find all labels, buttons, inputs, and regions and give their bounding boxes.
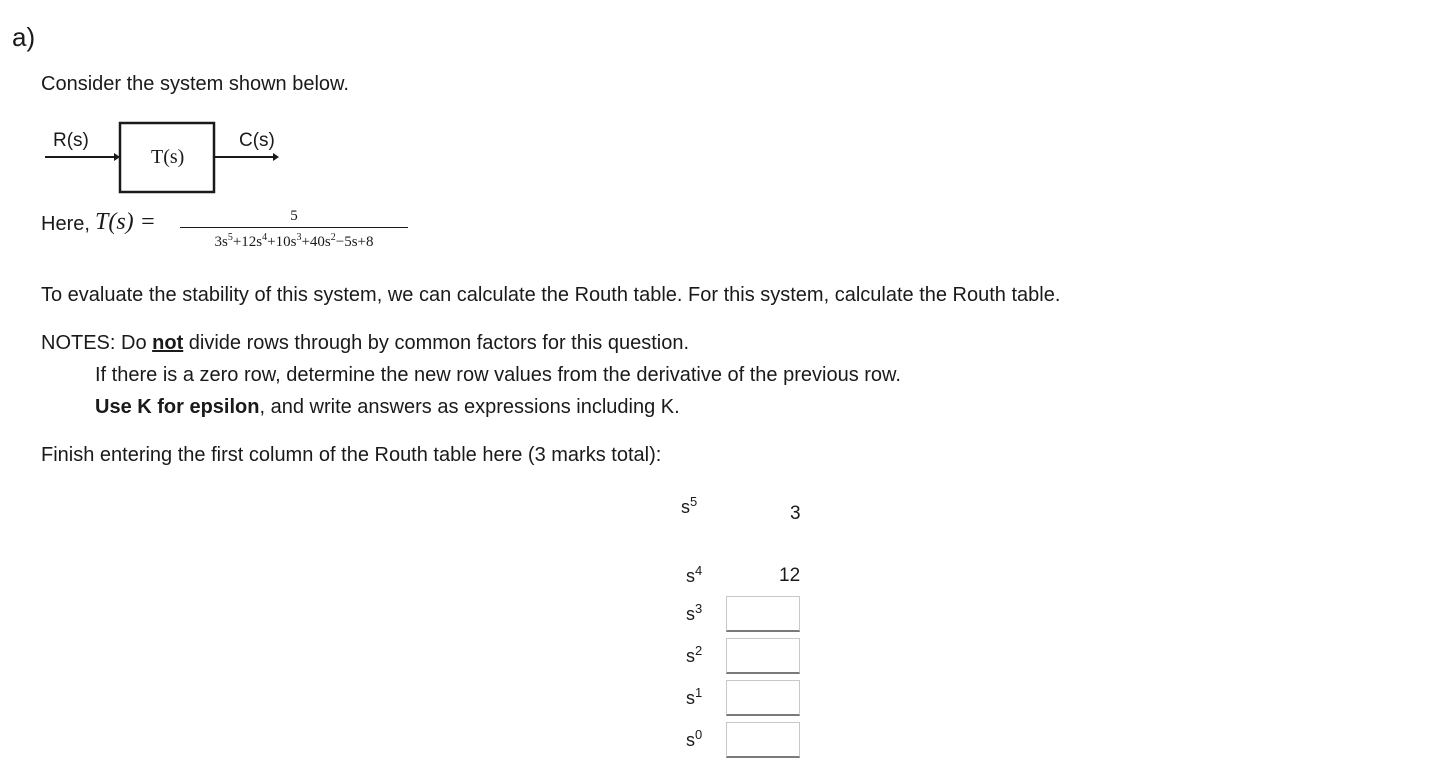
routh-row-label-s1 — [686, 685, 702, 709]
routh-input-s1[interactable] — [726, 680, 800, 716]
notes-prefix: NOTES: Do — [41, 332, 153, 354]
denominator-exponent: 5 — [227, 232, 233, 243]
routh-row-label-s2 — [686, 643, 702, 667]
intro-text: Consider the system shown below. — [41, 73, 349, 95]
routh-var: s — [681, 497, 690, 517]
block-diagram-svg — [40, 118, 290, 198]
routh-row-label-s0 — [686, 727, 702, 751]
denominator-exponent: 3 — [296, 232, 302, 243]
denominator-term: +40s — [301, 234, 331, 250]
routh-value-s4: 12 — [779, 565, 801, 586]
part-label: a) — [12, 22, 36, 52]
equation-lhs-text: T(s) = — [95, 209, 156, 235]
notes-suffix: divide rows through by common factors for this question. — [183, 332, 690, 354]
input-signal-label: R(s) — [53, 130, 89, 151]
routh-power: 0 — [695, 727, 703, 742]
routh-var: s — [686, 646, 695, 666]
notes-epsilon-bold: Use K for epsilon — [95, 396, 260, 418]
notes-epsilon-rest: , and write answers as expressions including K. — [259, 396, 680, 418]
routh-var: s — [686, 604, 695, 624]
finish-prompt: Finish entering the first column of the Routh table here (3 marks total): — [41, 444, 662, 466]
routh-row-label-s4 — [686, 563, 702, 587]
denominator-term: −5s+8 — [335, 234, 374, 250]
routh-row-label-s5 — [681, 494, 697, 518]
routh-input-s3[interactable] — [726, 596, 800, 632]
routh-input-s2[interactable] — [726, 638, 800, 674]
notes-line-1 — [41, 332, 689, 355]
routh-row-label-s3 — [686, 601, 702, 625]
equation-prefix: Here, — [41, 213, 90, 235]
routh-power: 1 — [695, 685, 703, 700]
instruction-text: To evaluate the stability of this system, we can calculate the Routh table. For this system, calculate the Routh table. — [41, 284, 1061, 306]
denominator-exponent: 4 — [262, 232, 268, 243]
routh-power: 3 — [695, 601, 703, 616]
fraction-denominator — [180, 228, 408, 252]
notes-line-3 — [95, 396, 680, 419]
routh-input-s0[interactable] — [726, 722, 800, 758]
routh-value-s5: 3 — [790, 503, 801, 524]
denominator-term: 3s — [214, 234, 228, 250]
routh-var: s — [686, 688, 695, 708]
notes-line-2: If there is a zero row, determine the new row values from the derivative of the previous row. — [95, 364, 901, 386]
routh-power: 5 — [690, 494, 698, 509]
block-label: T(s) — [151, 146, 185, 168]
notes-emphasis: not — [152, 332, 184, 354]
fraction-numerator: 5 — [180, 206, 408, 228]
routh-var: s — [686, 730, 695, 750]
denominator-term: +12s — [232, 234, 263, 250]
output-arrowhead — [273, 153, 279, 161]
routh-var: s — [686, 566, 695, 586]
fraction — [180, 206, 408, 252]
routh-power: 2 — [695, 643, 703, 658]
denominator-exponent: 2 — [330, 232, 336, 243]
block-diagram — [40, 118, 290, 198]
output-signal-label: C(s) — [239, 130, 275, 151]
denominator-term: +10s — [267, 234, 297, 250]
routh-power: 4 — [695, 563, 703, 578]
equation-lhs — [95, 209, 156, 236]
